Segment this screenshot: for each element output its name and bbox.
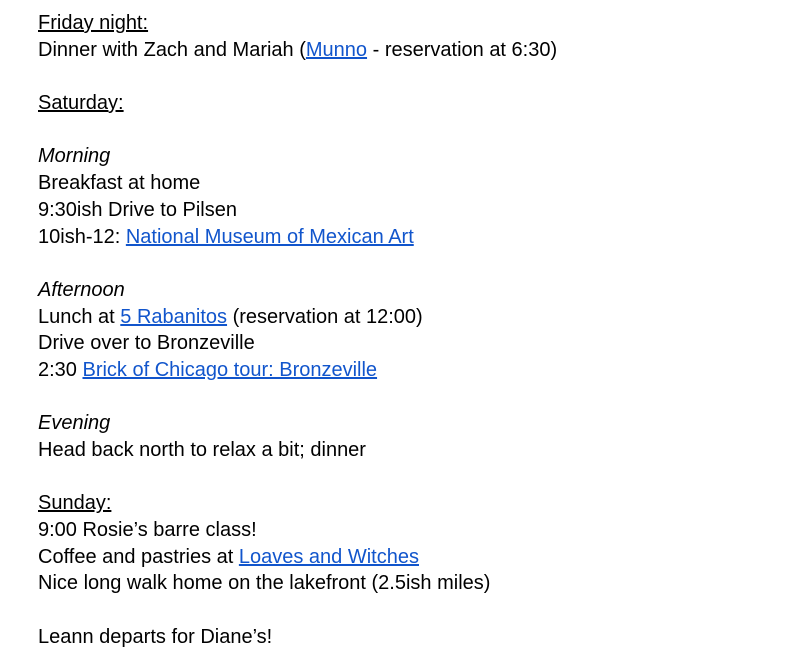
blank-line — [38, 384, 789, 411]
evening-plan: Head back north to relax a bit; dinner — [38, 439, 366, 461]
saturday-heading: Saturday: — [38, 92, 124, 115]
sunday-walk: Nice long walk home on the lakefront (2.5ish miles) — [38, 572, 491, 595]
sunday-coffee-text: Coffee and pastries at — [38, 545, 239, 568]
morning-label: Morning — [38, 145, 111, 168]
morning-museum-time: 10ish-12: — [38, 225, 126, 248]
afternoon-tour-line — [38, 357, 789, 384]
friday-heading: Friday night: — [38, 12, 149, 34]
friday-dinner-text: Dinner with Zach and Mariah ( — [38, 38, 306, 61]
sunday-barre: 9:00 Rosie’s barre class! — [38, 519, 257, 542]
blank-line — [38, 117, 789, 144]
sunday-heading: Sunday: — [38, 492, 112, 515]
evening-label: Evening — [38, 412, 111, 435]
munno-link[interactable]: Munno — [305, 38, 368, 61]
blank-line — [38, 597, 789, 624]
morning-breakfast: Breakfast at home — [38, 172, 201, 195]
afternoon-drive: Drive over to Bronzeville — [38, 332, 255, 355]
afternoon-label: Afternoon — [38, 278, 125, 301]
sunday-coffee-line — [38, 544, 789, 571]
morning-drive: 9:30ish Drive to Pilsen — [38, 198, 237, 221]
blank-line — [38, 464, 789, 491]
loaves-witches-link[interactable]: Loaves and Witches — [238, 545, 419, 568]
afternoon-lunch-line — [38, 304, 789, 331]
afternoon-lunch-reservation: (reservation at 12:00) — [227, 305, 423, 328]
blank-line — [38, 250, 789, 277]
closing-line: Leann departs for Diane’s! — [38, 625, 273, 648]
rabanitos-link[interactable]: 5 Rabanitos — [120, 305, 228, 328]
blank-line — [38, 63, 789, 90]
afternoon-tour-time: 2:30 — [38, 358, 83, 381]
document-body — [38, 10, 789, 651]
friday-dinner-line — [38, 37, 789, 64]
museum-link[interactable]: National Museum of Mexican Art — [125, 225, 414, 248]
afternoon-lunch-text: Lunch at — [38, 305, 121, 328]
brick-tour-link[interactable]: Brick of Chicago tour: Bronzeville — [82, 358, 378, 381]
morning-museum-line — [38, 224, 789, 251]
friday-dinner-reservation: - reservation at 6:30) — [367, 38, 558, 61]
